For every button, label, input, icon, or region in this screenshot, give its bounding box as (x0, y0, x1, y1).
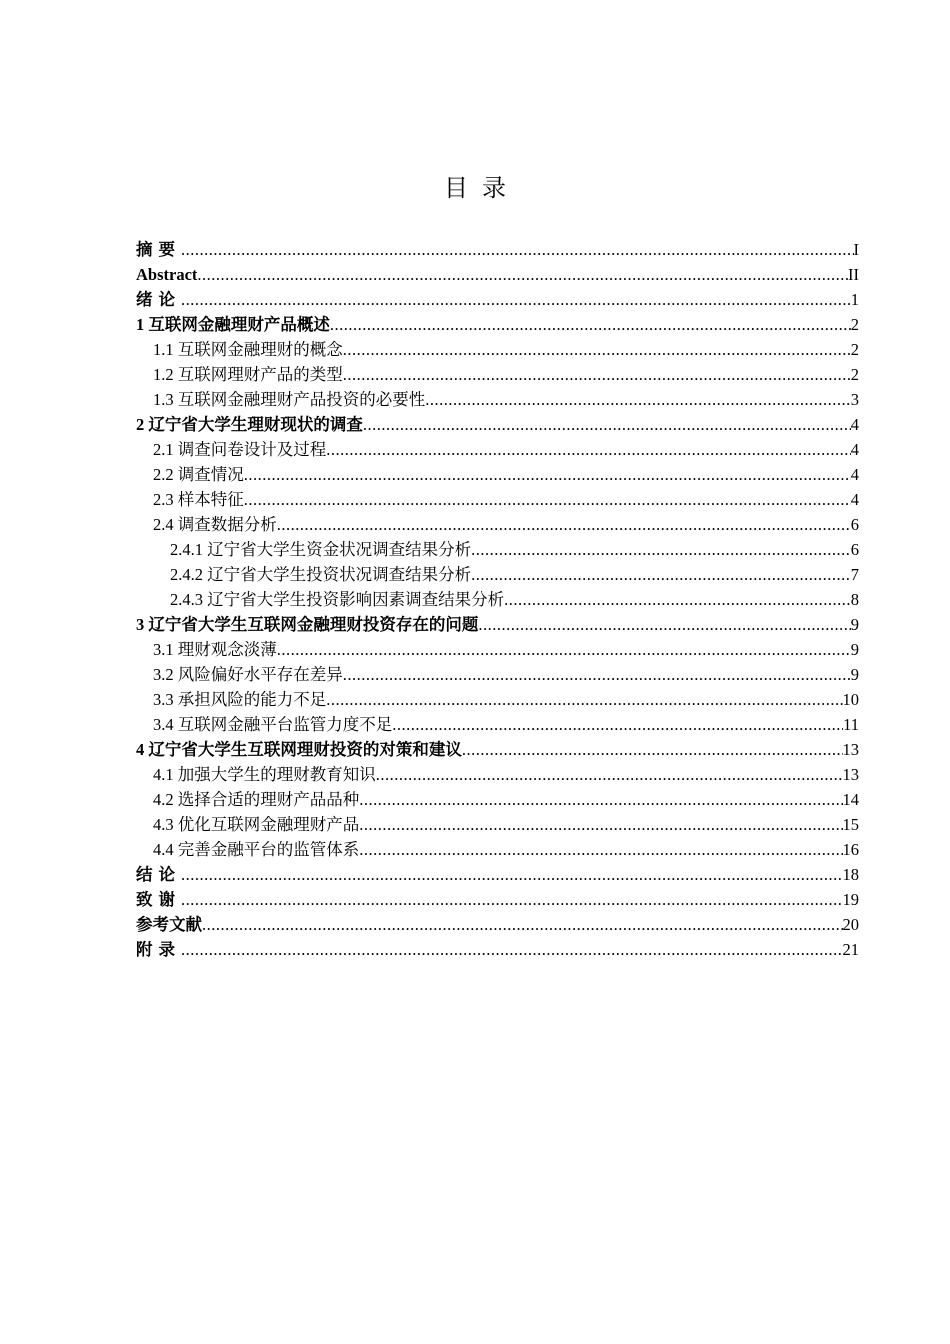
toc-entry[interactable] (136, 462, 859, 487)
toc-entry-label: 4.2 选择合适的理财产品品种 (153, 790, 360, 809)
toc-entry-page-number: 8 (850, 590, 859, 609)
toc-leader-dots (244, 462, 851, 487)
toc-entry-label: 1 互联网金融理财产品概述 (136, 315, 330, 334)
toc-entry-page-number: 9 (850, 615, 859, 634)
page-title: 目录 (444, 174, 520, 202)
toc-entry-page-number: 19 (842, 890, 859, 909)
toc-entry[interactable] (136, 762, 859, 787)
toc-entry-page-number: 2 (850, 365, 859, 384)
toc-leader-dots (181, 862, 843, 887)
toc-leader-dots (359, 787, 842, 812)
toc-entry[interactable] (136, 337, 859, 362)
toc-entry-label: 3.2 风险偏好水平存在差异 (153, 665, 343, 684)
toc-entry[interactable] (136, 487, 859, 512)
toc-leader-dots (343, 362, 851, 387)
toc-entry-page-number: 10 (842, 690, 859, 709)
toc-entry-page-number: 13 (842, 740, 859, 759)
toc-entry[interactable] (136, 562, 859, 587)
toc-entry[interactable] (136, 437, 859, 462)
toc-entry-label: 2.4.2 辽宁省大学生投资状况调查结果分析 (170, 565, 472, 584)
toc-entry-label: 2.3 样本特征 (153, 490, 244, 509)
toc-entry-label: Abstract (136, 265, 198, 284)
toc-entry-page-number: 9 (850, 665, 859, 684)
toc-entry-page-number: 16 (842, 840, 859, 859)
toc-leader-dots (330, 312, 851, 337)
toc-entry-label: 2.4.1 辽宁省大学生资金状况调查结果分析 (170, 540, 472, 559)
toc-entry-page-number: 2 (850, 340, 859, 359)
toc-entry-page-number: 9 (850, 640, 859, 659)
toc-leader-dots (277, 637, 851, 662)
toc-leader-dots (244, 487, 851, 512)
toc-entry-page-number: 15 (842, 815, 859, 834)
toc-entry-label: 1.3 互联网金融理财产品投资的必要性 (153, 390, 426, 409)
toc-entry-label: 1.1 互联网金融理财的概念 (153, 340, 343, 359)
toc-entry[interactable] (136, 787, 859, 812)
toc-leader-dots (181, 937, 843, 962)
toc-entry-label: 3.1 理财观念淡薄 (153, 640, 277, 659)
toc-entry[interactable] (136, 712, 859, 737)
toc-entry[interactable] (136, 387, 859, 412)
toc-entry-label: 绪论 (136, 290, 181, 309)
toc-entry[interactable] (136, 287, 859, 312)
toc-entry[interactable] (136, 312, 859, 337)
toc-entry-page-number: 20 (842, 915, 859, 934)
toc-leader-dots (359, 837, 842, 862)
toc-entry-label: 2 辽宁省大学生理财现状的调查 (136, 415, 363, 434)
toc-entry-label: 结论 (136, 865, 181, 884)
toc-entry-page-number: 13 (842, 765, 859, 784)
toc-leader-dots (181, 887, 843, 912)
toc-leader-dots (343, 337, 851, 362)
toc-leader-dots (376, 762, 843, 787)
toc-leader-dots (425, 387, 851, 412)
toc-entry-label: 4.4 完善金融平台的监管体系 (153, 840, 360, 859)
toc-entry[interactable] (136, 887, 859, 912)
toc-leader-dots (343, 662, 851, 687)
toc-entry-label: 4.1 加强大学生的理财教育知识 (153, 765, 376, 784)
toc-entry[interactable] (136, 412, 859, 437)
toc-leader-dots (478, 612, 850, 637)
toc-entry[interactable] (136, 912, 859, 937)
toc-entry-page-number: 6 (850, 540, 859, 559)
toc-entry-label: 3.4 互联网金融平台监管力度不足 (153, 715, 393, 734)
toc-entry-page-number: 4 (850, 440, 859, 459)
toc-entry-page-number: 6 (850, 515, 859, 534)
toc-entry[interactable] (136, 262, 859, 287)
toc-entry-label: 参考文献 (136, 915, 202, 934)
toc-leader-dots (504, 587, 851, 612)
toc-entry[interactable] (136, 537, 859, 562)
toc-entry-page-number: 21 (842, 940, 859, 959)
toc-entry-label: 2.4.3 辽宁省大学生投资影响因素调查结果分析 (170, 590, 505, 609)
toc-entry-label: 4.3 优化互联网金融理财产品 (153, 815, 360, 834)
toc-entry-label: 3.3 承担风险的能力不足 (153, 690, 327, 709)
toc-entry[interactable] (136, 512, 859, 537)
toc-entry-label: 4 辽宁省大学生互联网理财投资的对策和建议 (136, 740, 462, 759)
toc-entry-label: 3 辽宁省大学生互联网金融理财投资存在的问题 (136, 615, 479, 634)
toc-entry-page-number: II (848, 265, 859, 284)
table-of-contents (136, 237, 859, 962)
toc-entry-label: 致谢 (136, 890, 181, 909)
toc-leader-dots (326, 687, 842, 712)
toc-entry-page-number: 4 (850, 490, 859, 509)
toc-leader-dots (277, 512, 851, 537)
toc-leader-dots (471, 537, 851, 562)
toc-entry-page-number: 4 (850, 415, 859, 434)
toc-entry[interactable] (136, 587, 859, 612)
toc-leader-dots (363, 412, 851, 437)
toc-entry[interactable] (136, 237, 859, 262)
toc-entry[interactable] (136, 612, 859, 637)
toc-entry[interactable] (136, 937, 859, 962)
toc-leader-dots (359, 812, 842, 837)
toc-entry-label: 2.4 调查数据分析 (153, 515, 277, 534)
toc-entry[interactable] (136, 837, 859, 862)
toc-entry[interactable] (136, 737, 859, 762)
toc-entry-page-number: 11 (843, 715, 859, 734)
toc-entry-label: 1.2 互联网理财产品的类型 (153, 365, 343, 384)
toc-entry-page-number: 1 (850, 290, 859, 309)
toc-entry-page-number: I (853, 240, 859, 259)
toc-entry-label: 附录 (136, 940, 181, 959)
toc-entry-page-number: 7 (850, 565, 859, 584)
toc-entry-page-number: 3 (850, 390, 859, 409)
toc-leader-dots (462, 737, 843, 762)
toc-entry[interactable] (136, 862, 859, 887)
toc-entry[interactable] (136, 637, 859, 662)
toc-entry-label: 2.1 调查问卷设计及过程 (153, 440, 327, 459)
toc-leader-dots (326, 437, 851, 462)
toc-entry[interactable] (136, 687, 859, 712)
toc-entry[interactable] (136, 812, 859, 837)
toc-entry-label: 2.2 调查情况 (153, 465, 244, 484)
toc-leader-dots (197, 262, 848, 287)
toc-entry-page-number: 4 (850, 465, 859, 484)
toc-entry-page-number: 2 (850, 315, 859, 334)
toc-leader-dots (181, 237, 854, 262)
toc-leader-dots (471, 562, 851, 587)
toc-leader-dots (181, 287, 851, 312)
toc-entry-label: 摘要 (136, 240, 181, 259)
toc-entry-page-number: 14 (842, 790, 859, 809)
toc-entry-page-number: 18 (842, 865, 859, 884)
toc-leader-dots (392, 712, 843, 737)
toc-entry[interactable] (136, 362, 859, 387)
toc-entry[interactable] (136, 662, 859, 687)
toc-leader-dots (202, 912, 843, 937)
